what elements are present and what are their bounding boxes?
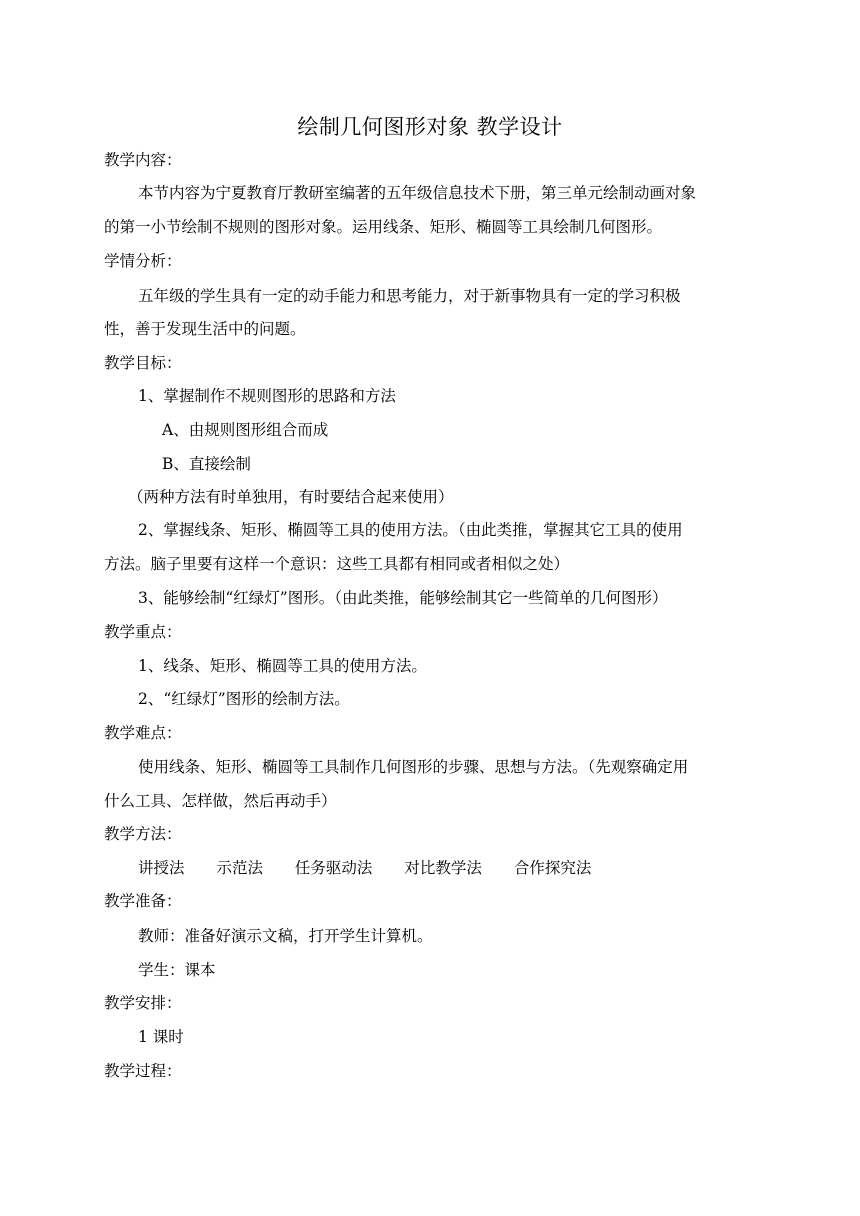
- difficulty-line-2: 什么工具、怎样做，然后再动手）: [104, 792, 337, 810]
- goal-1-option-b: B、直接绘制: [162, 455, 251, 473]
- method-item: 对比教学法: [404, 859, 482, 877]
- heading-teaching-schedule: 教学安排：: [104, 994, 182, 1012]
- heading-teaching-process: 教学过程：: [104, 1062, 182, 1080]
- method-item: 合作探究法: [513, 859, 592, 877]
- heading-teaching-methods: 教学方法：: [104, 825, 182, 843]
- preparation-student: 学生：课本: [138, 961, 216, 979]
- goal-1: 1、掌握制作不规则图形的思路和方法: [138, 387, 396, 405]
- key-point-1: 1、线条、矩形、椭圆等工具的使用方法。: [138, 657, 427, 675]
- method-item: 示范法: [216, 859, 263, 877]
- method-item: 讲授法: [138, 859, 185, 877]
- analysis-paragraph-line-1: 五年级的学生具有一定的动手能力和思考能力，对于新事物具有一定的学习积极: [138, 287, 681, 305]
- goal-3: 3、能够绘制“红绿灯”图形。（由此类推，能够绘制其它一些简单的几何图形）: [138, 589, 668, 607]
- heading-teaching-preparation: 教学准备：: [104, 892, 182, 910]
- goal-1-option-a: A、由规则图形组合而成: [162, 421, 329, 439]
- heading-teaching-goals: 教学目标：: [104, 354, 182, 372]
- key-point-2: 2、“红绿灯”图形的绘制方法。: [138, 690, 350, 708]
- goal-2-line-1: 2、掌握线条、矩形、椭圆等工具的使用方法。（由此类推，掌握其它工具的使用: [138, 521, 683, 539]
- heading-teaching-difficulty: 教学难点：: [104, 724, 182, 742]
- document-title: 绘制几何图形对象 教学设计: [297, 115, 563, 139]
- content-paragraph-line-1: 本节内容为宁夏教育厅教研室编著的五年级信息技术下册，第三单元绘制动画对象: [138, 184, 697, 202]
- difficulty-line-1: 使用线条、矩形、椭圆等工具制作几何图形的步骤、思想与方法。（先观察确定用: [138, 758, 689, 776]
- schedule-value: 1 课时: [138, 1028, 184, 1046]
- method-item: 任务驱动法: [294, 859, 373, 877]
- methods-list: [138, 857, 591, 879]
- heading-teaching-key-points: 教学重点：: [104, 623, 182, 641]
- goal-1-note: （两种方法有时单独用，有时要结合起来使用）: [128, 488, 454, 506]
- preparation-teacher: 教师：准备好演示文稿，打开学生计算机。: [138, 927, 433, 945]
- analysis-paragraph-line-2: 性，善于发现生活中的问题。: [104, 320, 306, 338]
- goal-2-line-2: 方法。脑子里要有这样一个意识：这些工具都有相同或者相似之处）: [104, 555, 570, 573]
- heading-teaching-content: 教学内容：: [104, 151, 182, 169]
- heading-student-analysis: 学情分析：: [104, 252, 182, 270]
- content-paragraph-line-2: 的第一小节绘制不规则的图形对象。运用线条、矩形、椭圆等工具绘制几何图形。: [104, 218, 663, 236]
